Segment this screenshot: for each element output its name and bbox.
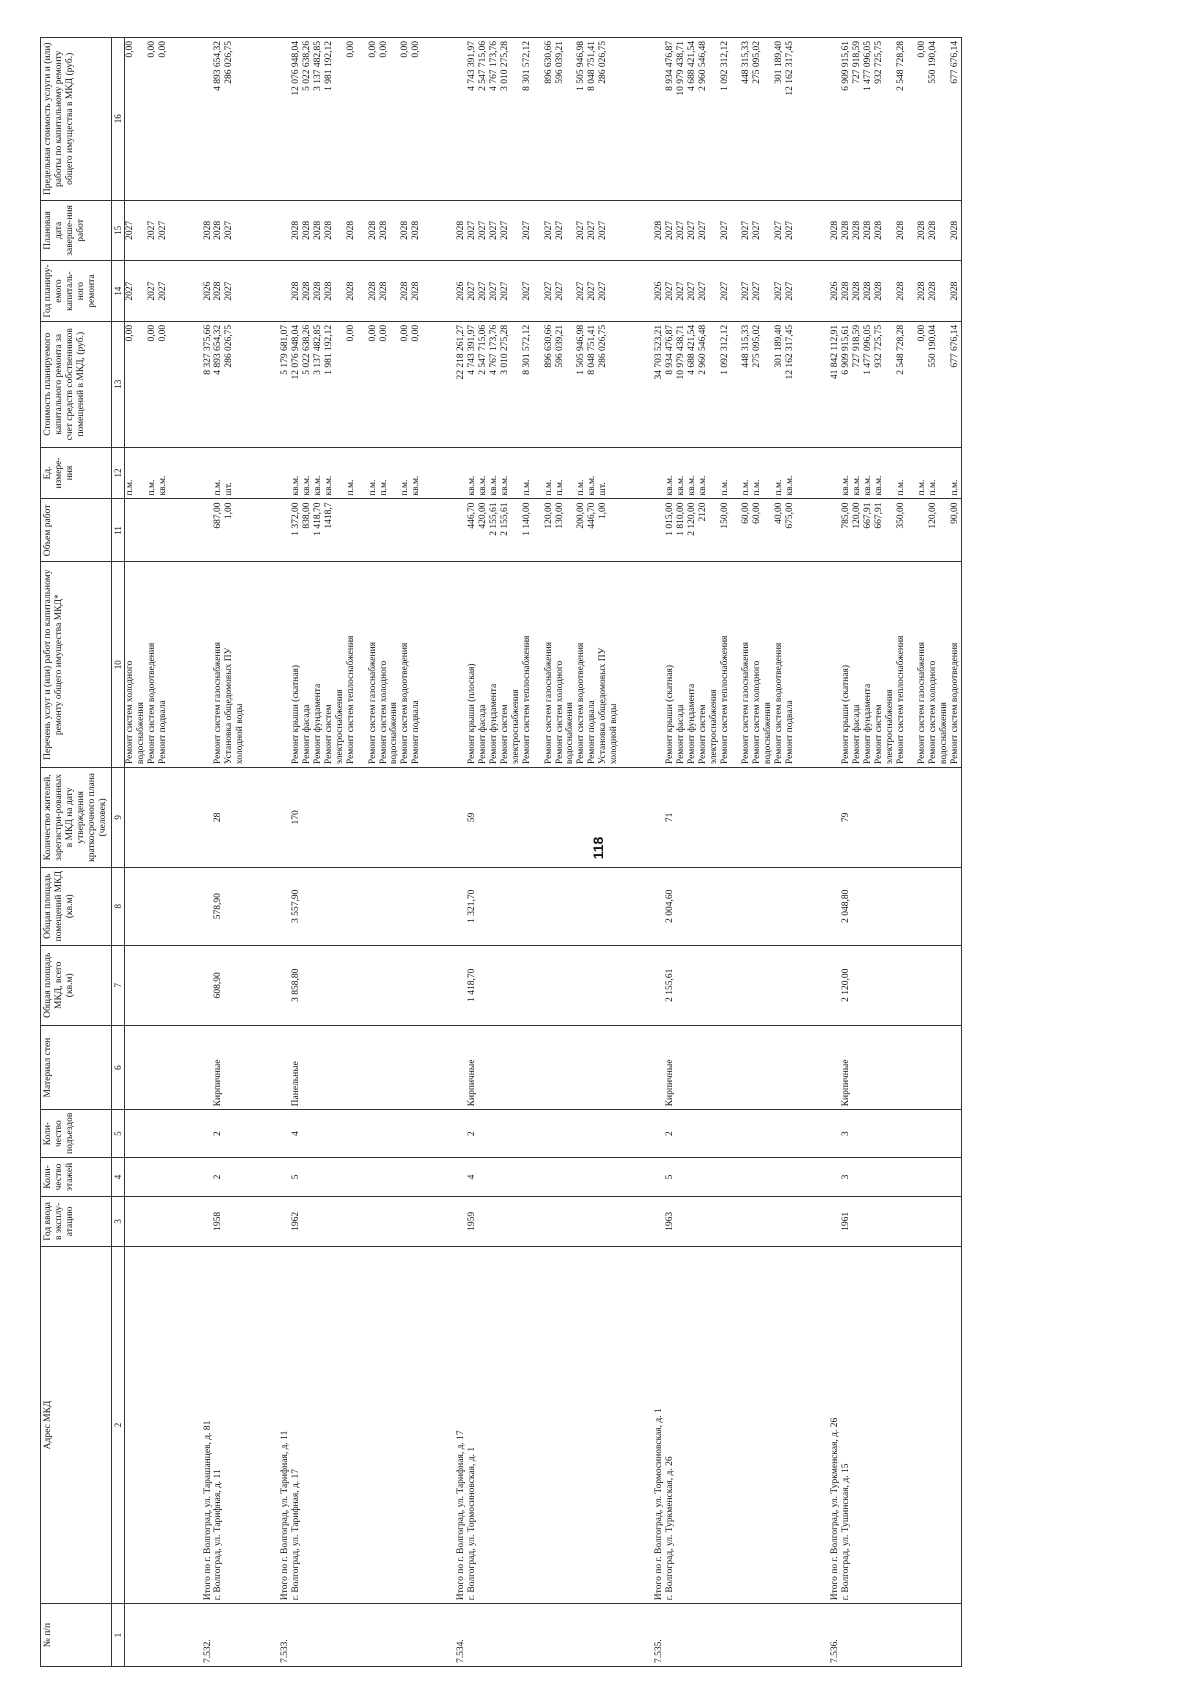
row-spacer	[169, 38, 203, 1667]
table-cell: 446,70 420,00 2 155,61 2 155,61 1 140,00 120,00 130,00 200,00 446,70 1,00	[456, 499, 620, 562]
column-number: 9	[111, 768, 124, 868]
table-cell: 2 048,80	[830, 867, 962, 945]
table-cell: Итого по г. Волгоград, ул. Тарашанцев, д. 81 г. Волгоград, ул. Тарифная, д. 11	[203, 1246, 247, 1603]
table-cell: 7.532.	[203, 1604, 247, 1667]
header-cell: Общая площадь помещений МКД (кв.м)	[41, 867, 112, 945]
spacer-cell	[620, 1157, 654, 1196]
spacer-cell	[422, 38, 456, 201]
spacer-cell	[422, 200, 456, 261]
header-cell: Адрес МКД	[41, 1246, 112, 1603]
spacer-cell	[169, 499, 203, 562]
table-cell: 0,00 0,00 0,00	[124, 38, 168, 201]
column-number: 6	[111, 1025, 124, 1109]
table-cell: Итого по г. Волгоград, ул. Тарифная, д. 11 г. Волгоград, ул. Тарифная, д. 17	[280, 1246, 422, 1603]
spacer-cell	[620, 1196, 654, 1246]
column-number: 1	[111, 1604, 124, 1667]
header-cell: Перечень услуг и (или) работ по капитальному ремонту общего имущества МКД*	[41, 562, 112, 768]
column-number-row	[111, 38, 124, 1667]
table-cell: 5	[280, 1157, 422, 1196]
spacer-cell	[796, 1025, 830, 1109]
table-cell: 41 842 112,91 6 909 915,61 727 918,59 1 477 096,05 932 725,75 2 548 728,28 0,00 550 190,04 677 676,14	[830, 321, 962, 447]
spacer-cell	[796, 499, 830, 562]
header-cell: Объем работ	[41, 499, 112, 562]
table-cell: 8 327 375,66 4 893 654,32 286 026,75	[203, 321, 247, 447]
table-cell: 1959	[456, 1196, 620, 1246]
spacer-cell	[169, 1157, 203, 1196]
spacer-cell	[169, 867, 203, 945]
table-cell: 687,00 1,00	[203, 499, 247, 562]
table-cell	[124, 1196, 168, 1246]
table-cell: Итого по г. Волгоград, ул. Туркменская, д. 26 г. Волгоград, ул. Тушинская, д. 15	[830, 1246, 962, 1603]
table-cell: 2 120,00	[830, 945, 962, 1025]
spacer-cell	[246, 1157, 280, 1196]
spacer-cell	[422, 1196, 456, 1246]
table-cell: 1 418,70	[456, 945, 620, 1025]
table-cell: 12 076 948,04 5 022 638,26 3 137 482,85 1 981 192,12 0,00 0,00 0,00 0,00 0,00	[280, 38, 422, 201]
spacer-cell	[796, 1157, 830, 1196]
table-cell: 7.535.	[654, 1604, 796, 1667]
table-cell: 71	[654, 768, 796, 868]
table-cell: 2028 2027 2027 2027 2027 2027 2027 2027 2027 2027	[654, 200, 796, 261]
spacer-cell	[169, 1246, 203, 1603]
spacer-cell	[796, 38, 830, 201]
column-number: 2	[111, 1246, 124, 1603]
table-cell: 2026 2027 2027 2027 2027 2027 2027 2027 2027 2027 2027	[456, 261, 620, 322]
spacer-cell	[620, 1246, 654, 1603]
table-cell: п.м. п.м. кв.м.	[124, 447, 168, 499]
spacer-cell	[422, 447, 456, 499]
table-cell: Кирпичные	[654, 1025, 796, 1109]
spacer-cell	[246, 38, 280, 201]
header-cell: Стоимость планируемого капитального ремонта за счет средств собственников помещений в МКД, (руб.)	[41, 321, 112, 447]
spacer-cell	[422, 867, 456, 945]
table-cell: 4	[280, 1110, 422, 1158]
table-cell: 3	[830, 1157, 962, 1196]
table-cell: 3 858,80	[280, 945, 422, 1025]
table-cell: Кирпичные	[830, 1025, 962, 1109]
table-cell: 0,00 0,00 0,00	[124, 321, 168, 447]
table-cell: 1962	[280, 1196, 422, 1246]
table-cell: 2 004,60	[654, 867, 796, 945]
spacer-cell	[246, 1025, 280, 1109]
spacer-cell	[620, 447, 654, 499]
table-cell: 1958	[203, 1196, 247, 1246]
spacer-cell	[246, 1196, 280, 1246]
table-cell: 5 179 681,07 12 076 948,04 5 022 638,26 3 137 482,85 1 981 192,12 0,00 0,00 0,00 0,00 0,00	[280, 321, 422, 447]
header-cell: Количество жителей, зарегистри-рованных в МКД на дату утверждения краткосрочного плана (человек)	[41, 768, 112, 868]
spacer-cell	[169, 768, 203, 868]
table-row	[203, 38, 247, 1667]
header-cell: Предельная стоимость услуги и (или) работы по капитальному ремонту общего имущества в МКД (руб.)	[41, 38, 112, 201]
table-row	[456, 38, 620, 1667]
spacer-cell	[246, 261, 280, 322]
column-number: 14	[111, 261, 124, 322]
table-cell: 1963	[654, 1196, 796, 1246]
spacer-cell	[169, 447, 203, 499]
table-row	[830, 38, 962, 1667]
table-cell	[124, 768, 168, 868]
table-cell: 608,90	[203, 945, 247, 1025]
table-cell: 7.536.	[830, 1604, 962, 1667]
table-cell: Ремонт крыши (скатная) Ремонт фасада Ремонт фундамента Ремонт систем электроснабжения Ремонт систем теплоснабжения Ремонт систем газоснабжения Ремонт систем холодного водоснабжения Ремонт систем водоотведения Ремонт подвала	[654, 562, 796, 768]
column-number: 7	[111, 945, 124, 1025]
table-cell: Ремонт крыши (скатная) Ремонт фасада Ремонт фундамента Ремонт систем электроснабжения Ремонт систем теплоснабжения Ремонт систем газоснабжения Ремонт систем холодного водоснабжения Ремонт систем водоотведения	[830, 562, 962, 768]
column-number: 3	[111, 1196, 124, 1246]
table-cell: 2026 2028 2028 2028 2028 2028 2028 2028 2028	[830, 261, 962, 322]
repair-plan-sheet	[40, 37, 1160, 1667]
table-row	[124, 38, 168, 1667]
table-cell: 2028 2028 2027	[203, 200, 247, 261]
table-cell: кв.м. кв.м. кв.м. кв.м. п.м. п.м. п.м. п.м.	[830, 447, 962, 499]
spacer-cell	[422, 499, 456, 562]
table-cell: 2 155,61	[654, 945, 796, 1025]
table-cell: 170	[280, 768, 422, 868]
table-cell: Ремонт крыши (плоская) Ремонт фасада Ремонт фундамента Ремонт систем электроснабжения Ремонт систем теплоснабжения Ремонт систем газоснабжения Ремонт систем холодного водоснабжения Ремонт систем водоотведения Ремонт подвала Установка общедомовых ПУ холодной воды	[456, 562, 620, 768]
spacer-cell	[169, 1110, 203, 1158]
table-cell: 4 893 654,32 286 026,75	[203, 38, 247, 201]
table-cell: 1 321,70	[456, 867, 620, 945]
spacer-cell	[796, 945, 830, 1025]
spacer-cell	[246, 768, 280, 868]
table-cell: 1 015,00 1 810,00 2 120,00 2120 150,00 60,00 60,00 40,00 675,00	[654, 499, 796, 562]
table-cell: 34 703 523,21 8 934 476,87 10 979 438,71 4 688 421,54 2 960 546,48 1 092 312,12 448 315,33 275 095,02 301 189,40 12 162 317,45	[654, 321, 796, 447]
table-cell: п.м. шт.	[203, 447, 247, 499]
header-cell: Коли-чество этажей	[41, 1157, 112, 1196]
table-cell: 2026 2028 2027	[203, 261, 247, 322]
spacer-cell	[422, 1025, 456, 1109]
row-spacer	[422, 38, 456, 1667]
column-number: 5	[111, 1110, 124, 1158]
table-cell: 22 218 261,27 4 743 391,97 2 547 715,06 4 767 173,76 3 010 275,28 8 301 572,12 896 630,66 596 039,21 1 505 946,98 8 048 751,41 286 026,75	[456, 321, 620, 447]
table-cell: 2	[203, 1110, 247, 1158]
table-cell: 4	[456, 1157, 620, 1196]
spacer-cell	[620, 38, 654, 201]
table-cell: 1961	[830, 1196, 962, 1246]
spacer-cell	[169, 945, 203, 1025]
table-cell: Ремонт крыши (скатная) Ремонт фасада Ремонт фундамента Ремонт систем электроснабжения Ремонт систем теплоснабжения Ремонт систем газоснабжения Ремонт систем холодного водоснабжения Ремонт систем водоотведения Ремонт подвала	[280, 562, 422, 768]
spacer-cell	[620, 1025, 654, 1109]
spacer-cell	[422, 1246, 456, 1603]
spacer-cell	[796, 1604, 830, 1667]
table-cell: 3 557,90	[280, 867, 422, 945]
table-cell: 59	[456, 768, 620, 868]
table-cell	[124, 867, 168, 945]
spacer-cell	[620, 200, 654, 261]
table-cell: 7.533.	[280, 1604, 422, 1667]
spacer-cell	[246, 1246, 280, 1603]
spacer-cell	[620, 1604, 654, 1667]
spacer-cell	[422, 1110, 456, 1158]
spacer-cell	[246, 321, 280, 447]
table-cell: 2	[456, 1110, 620, 1158]
spacer-cell	[620, 261, 654, 322]
spacer-cell	[620, 1110, 654, 1158]
table-cell: 2028 2028 2028 2028 2028 2028 2028 2028 2028	[280, 200, 422, 261]
spacer-cell	[169, 1025, 203, 1109]
spacer-cell	[246, 945, 280, 1025]
spacer-cell	[422, 1157, 456, 1196]
table-cell: 6 909 915,61 727 918,59 1 477 096,05 932 725,75 2 548 728,28 0,00 550 190,04 677 676,14	[830, 38, 962, 201]
table-cell: 2027 2027 2027	[124, 261, 168, 322]
spacer-cell	[169, 1604, 203, 1667]
spacer-cell	[620, 945, 654, 1025]
table-cell: 578,90	[203, 867, 247, 945]
spacer-cell	[422, 562, 456, 768]
table-cell: 2028 2027 2027 2027 2027 2027 2027 2027 2027 2027 2027	[456, 200, 620, 261]
column-number: 4	[111, 1157, 124, 1196]
column-number: 13	[111, 321, 124, 447]
header-cell: Год планиру-емого капиталь-ного ремонта	[41, 261, 112, 322]
spacer-cell	[796, 321, 830, 447]
spacer-cell	[246, 867, 280, 945]
header-cell: Год ввода в эксплу-атацию	[41, 1196, 112, 1246]
table-cell: 2026 2027 2027 2027 2027 2027 2027 2027 2027 2027	[654, 261, 796, 322]
table-cell: кв.м. кв.м. кв.м. кв.м. п.м. п.м. п.м. п.м. кв.м. шт.	[456, 447, 620, 499]
spacer-cell	[169, 321, 203, 447]
spacer-cell	[796, 1110, 830, 1158]
table-cell	[124, 1025, 168, 1109]
table-cell: Итого по г. Волгоград, ул. Тормосиновская, д. 1 г. Волгоград, ул. Туркменская, д. 26	[654, 1246, 796, 1603]
spacer-cell	[246, 200, 280, 261]
spacer-cell	[422, 261, 456, 322]
table-cell: 1 372,00 838,00 1 418,70 1418,7	[280, 499, 422, 562]
spacer-cell	[422, 321, 456, 447]
spacer-cell	[620, 867, 654, 945]
spacer-cell	[169, 38, 203, 201]
table-cell: 4 743 391,97 2 547 715,06 4 767 173,76 3 010 275,28 8 301 572,12 896 630,66 596 039,21 1 505 946,98 8 048 751,41 286 026,75	[456, 38, 620, 201]
page-number: 118	[590, 836, 606, 860]
table-cell: кв.м. кв.м. кв.м. кв.м. п.м. п.м. п.м. п.м. кв.м.	[654, 447, 796, 499]
spacer-cell	[246, 447, 280, 499]
table-row	[654, 38, 796, 1667]
table-cell: 7.534.	[456, 1604, 620, 1667]
header-cell: Материал стен	[41, 1025, 112, 1109]
table-cell	[124, 945, 168, 1025]
spacer-cell	[422, 1604, 456, 1667]
table-cell: Панельные	[280, 1025, 422, 1109]
table-cell: Ремонт систем холодного водоснабжения Ремонт систем водоотведения Ремонт подвала	[124, 562, 168, 768]
spacer-cell	[246, 562, 280, 768]
table-cell: 2	[203, 1157, 247, 1196]
table-cell: 3	[830, 1110, 962, 1158]
table-row	[280, 38, 422, 1667]
row-spacer	[246, 38, 280, 1667]
spacer-cell	[796, 562, 830, 768]
table-cell	[124, 1110, 168, 1158]
table-cell: 8 934 476,87 10 979 438,71 4 688 421,54 2 960 546,48 1 092 312,12 448 315,33 275 095,02 301 189,40 12 162 317,45	[654, 38, 796, 201]
spacer-cell	[620, 321, 654, 447]
spacer-cell	[620, 499, 654, 562]
table-cell	[124, 499, 168, 562]
header-cell: Плановая дата заверше-ния работ	[41, 200, 112, 261]
table-cell: 2028 2028 2028 2028 2028 2028 2028 2028 2028	[830, 200, 962, 261]
header-cell: № п/п	[41, 1604, 112, 1667]
column-number: 16	[111, 38, 124, 201]
table-cell: 785,00 120,00 667,91 667,91 350,00 120,00 90,00	[830, 499, 962, 562]
spacer-cell	[796, 867, 830, 945]
table-cell: Кирпичные	[456, 1025, 620, 1109]
spacer-cell	[796, 447, 830, 499]
table-cell: Итого по г. Волгоград, ул. Тарифная, д. 17 г. Волгоград, ул. Тормосиновская, д. 1	[456, 1246, 620, 1603]
spacer-cell	[169, 562, 203, 768]
header-cell: Ед. измере-ния	[41, 447, 112, 499]
spacer-cell	[796, 200, 830, 261]
table-cell: 79	[830, 768, 962, 868]
column-number: 8	[111, 867, 124, 945]
spacer-cell	[422, 945, 456, 1025]
column-number: 11	[111, 499, 124, 562]
spacer-cell	[169, 261, 203, 322]
spacer-cell	[246, 499, 280, 562]
table-cell: Кирпичные	[203, 1025, 247, 1109]
table-cell	[124, 1604, 168, 1667]
spacer-cell	[620, 562, 654, 768]
header-row	[41, 38, 112, 1667]
spacer-cell	[169, 200, 203, 261]
row-spacer	[796, 38, 830, 1667]
repair-plan-table	[40, 37, 962, 1667]
table-cell: 2028 2028 2028 2028 2028 2028 2028 2028 2028	[280, 261, 422, 322]
row-spacer	[620, 38, 654, 1667]
spacer-cell	[169, 1196, 203, 1246]
table-cell: 5	[654, 1157, 796, 1196]
header-cell: Коли-чество подъездов	[41, 1110, 112, 1158]
column-number: 10	[111, 562, 124, 768]
spacer-cell	[422, 768, 456, 868]
table-cell: Ремонт систем газоснабжения Установка общедомовых ПУ холодной воды	[203, 562, 247, 768]
spacer-cell	[796, 1196, 830, 1246]
table-cell: 28	[203, 768, 247, 868]
spacer-cell	[796, 261, 830, 322]
column-number: 12	[111, 447, 124, 499]
table-cell: кв.м. кв.м. кв.м. кв.м. п.м. п.м. п.м. п.м. кв.м.	[280, 447, 422, 499]
spacer-cell	[620, 768, 654, 868]
table-cell: 2	[654, 1110, 796, 1158]
table-cell: 2027 2027 2027	[124, 200, 168, 261]
spacer-cell	[796, 768, 830, 868]
spacer-cell	[246, 1604, 280, 1667]
table-cell	[124, 1157, 168, 1196]
table-cell	[124, 1246, 168, 1603]
header-cell: Общая площадь МКД, всего (кв.м)	[41, 945, 112, 1025]
spacer-cell	[246, 1110, 280, 1158]
column-number: 15	[111, 200, 124, 261]
spacer-cell	[796, 1246, 830, 1603]
